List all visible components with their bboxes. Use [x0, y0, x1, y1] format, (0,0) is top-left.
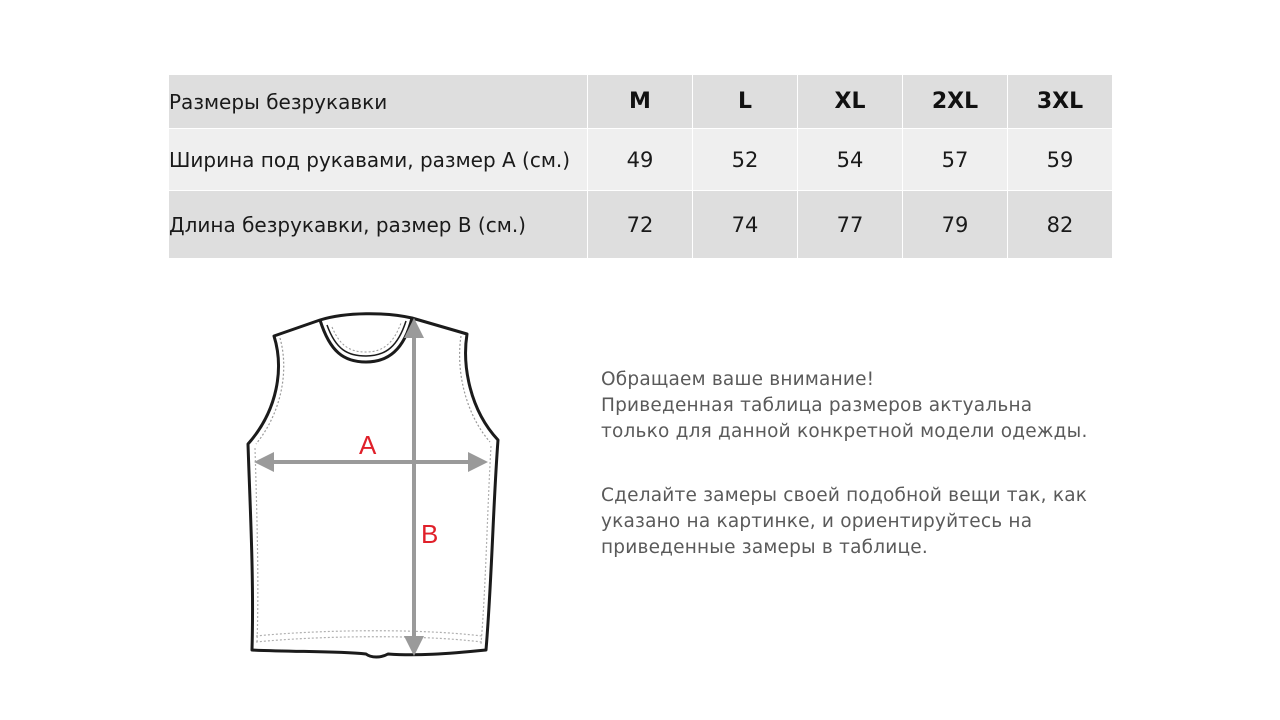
row-label-width: Ширина под рукавами, размер A (см.): [169, 129, 588, 191]
table-cell: 52: [693, 129, 798, 191]
note-line: указано на картинке, и ориентируйтесь на: [601, 511, 1033, 532]
sizing-notes: [601, 367, 1221, 561]
table-row: [169, 191, 1113, 259]
label-b: B: [421, 519, 439, 549]
table-header-label: Размеры безрукавки: [169, 75, 588, 129]
table-cell: 77: [798, 191, 903, 259]
size-header-xl: XL: [798, 75, 903, 129]
table-cell: 74: [693, 191, 798, 259]
size-header-2xl: 2XL: [903, 75, 1008, 129]
vest-measurement-diagram: [236, 306, 512, 666]
table-row: [169, 129, 1113, 191]
table-cell: 57: [903, 129, 1008, 191]
note-line: Приведенная таблица размеров актуальна: [601, 395, 1033, 416]
size-header-l: L: [693, 75, 798, 129]
vest-outline: [248, 314, 498, 657]
size-header-m: M: [588, 75, 693, 129]
table-cell: 72: [588, 191, 693, 259]
size-header-3xl: 3XL: [1008, 75, 1113, 129]
table-cell: 82: [1008, 191, 1113, 259]
table-header-row: [169, 75, 1113, 129]
size-table: [168, 74, 1113, 259]
note-line: Сделайте замеры своей подобной вещи так, как: [601, 485, 1088, 506]
table-cell: 59: [1008, 129, 1113, 191]
table-cell: 79: [903, 191, 1008, 259]
note-line: Обращаем ваше внимание!: [601, 369, 875, 390]
note-line: только для данной конкретной модели одежды.: [601, 421, 1088, 442]
table-cell: 54: [798, 129, 903, 191]
label-a: A: [359, 430, 377, 460]
table-cell: 49: [588, 129, 693, 191]
note-line: приведенные замеры в таблице.: [601, 537, 928, 558]
row-label-length: Длина безрукавки, размер B (см.): [169, 191, 588, 259]
